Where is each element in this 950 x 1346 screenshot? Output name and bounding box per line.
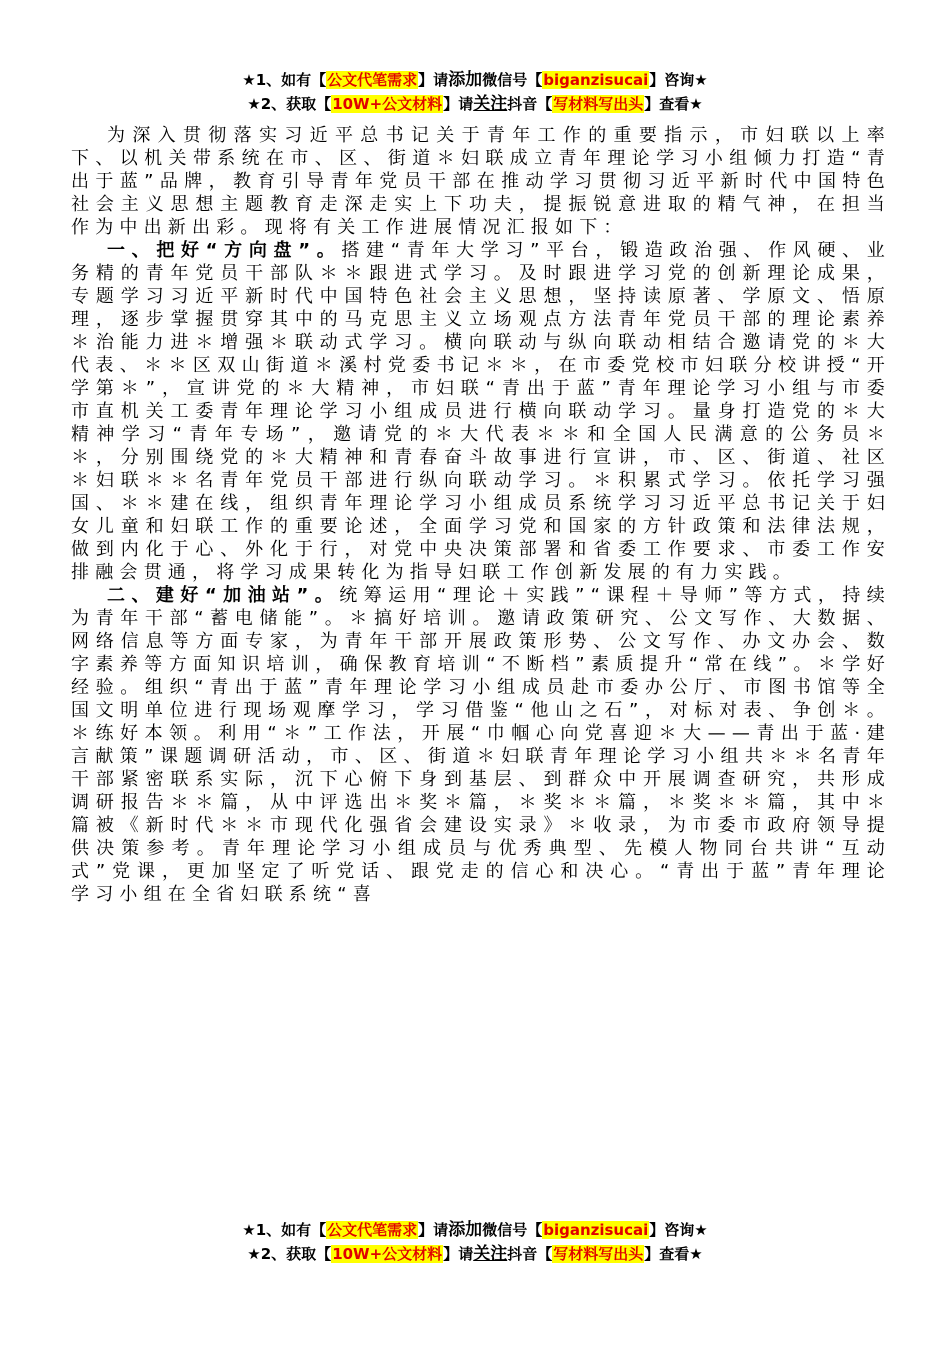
section-2-body: 统筹运用“理论＋实践”“课程＋导师”等方式，持续为青年干部“蓄电储能”。＊搞好培训。邀请政策研究、公文写作、大数据、网络信息等方面专家，为青年干部开展政策形势、公文写作、办文办会、数字素养等方面知识培训，确保教育培训“不断档”素质提升“常在线”。＊学好经验。组织“青出于蓝”青年理论学习小组成员赴市委办公厅、市图书馆等全国文明单位进行现场观摩学习，学习借鉴“他山之石”，对标对表、争创＊。＊练好本领。利用“＊”工作法，开展“巾帼心向党喜迎＊大——青出于蓝·建言献策”课题调研活动，市、区、街道＊妇联青年理论学习小组共＊＊名青年干部紧密联系实际，沉下心俯下身到基层、到群众中开展调查研究，共形成调研报告＊＊篇，从中评选出＊奖＊篇，＊奖＊＊篇，＊奖＊＊篇，其中＊篇被《新时代＊＊市现代化强省会建设实录》＊收录，为市委市政府领导提供决策参考。青年理论学习小组成员与优秀典型、先模人物同台共讲“互动式”党课，更加坚定了听党话、跟党走的信心和决心。“青出于蓝”青年理论学习小组在全省妇联系统“喜 — [71, 585, 891, 905]
highlight-service: 公文代笔需求 — [327, 71, 418, 89]
intro-paragraph: 为深入贯彻落实习近平总书记关于青年工作的重要指示，市妇联以上率下、以机关带系统在市、区、街道＊妇联成立青年理论学习小组倾力打造“青出于蓝”品牌，教育引导青年党员干部在推动学习贯彻习近平新时代中国特色社会主义思想主题教育走深走实上下功夫，提振锐意进取的精气神，在担当作为中出新出彩。现将有关工作进展情况汇报如下： — [71, 125, 891, 238]
banner-emphasis: 关注 — [473, 94, 508, 114]
banner-text: 抖音【 — [507, 1245, 553, 1263]
document-body — [71, 124, 891, 906]
banner-text: 】请 — [418, 71, 449, 89]
highlight-douyin-account: 写材料写出头 — [553, 1245, 644, 1263]
banner-emphasis: 添加 — [448, 1220, 483, 1240]
banner-bottom — [0, 1218, 950, 1266]
banner-text: 】请 — [418, 1221, 449, 1239]
banner-text: ★2、获取【 — [247, 95, 332, 113]
banner-text: 】查看★ — [644, 1245, 703, 1263]
banner-top-line-1 — [0, 68, 950, 92]
highlight-wechat-id: biganzisucai — [543, 71, 649, 89]
highlight-wechat-id: biganzisucai — [543, 1221, 649, 1239]
banner-text: 微信号【 — [482, 1221, 543, 1239]
section-2-paragraph — [71, 584, 891, 906]
highlight-douyin-account: 写材料写出头 — [553, 95, 644, 113]
section-1-body: 搭建“青年大学习”平台，锻造政治强、作风硬、业务精的青年党员干部队＊＊跟进式学习。及时跟进学习党的创新理论成果，专题学习习近平新时代中国特色社会主义思想，坚持读原著、学原文、悟原理，逐步掌握贯穿其中的马克思主义立场观点方法青年党员干部的理论素养＊治能力进＊增强＊联动式学习。横向联动与纵向联动相结合邀请党的＊大代表、＊＊区双山街道＊溪村党委书记＊＊，在市委党校市妇联分校讲授“开学第＊”，宣讲党的＊大精神，市妇联“青出于蓝”青年理论学习小组与市委市直机关工委青年理论学习小组成员进行横向联动学习。量身打造党的＊大精神学习“青年专场”，邀请党的＊大代表＊＊和全国人民满意的公务员＊＊，分别围绕党的＊大精神和青春奋斗故事进行宣讲，市、区、街道、社区＊妇联＊＊名青年党员干部进行纵向联动学习。＊积累式学习。依托学习强国、＊＊建在线，组织青年理论学习小组成员系统学习习近平总书记关于妇女儿童和妇联工作的重要论述，全面学习党和国家的方针政策和法律法规，做到内化于心、外化于行，对党中央决策部署和省委工作要求、市委工作安排融会贯通，将学习成果转化为指导妇联工作创新发展的有力实践。 — [71, 240, 891, 583]
banner-text: 】咨询★ — [649, 71, 708, 89]
banner-text: 微信号【 — [482, 71, 543, 89]
highlight-materials: 10W+公文材料 — [332, 95, 443, 113]
banner-bottom-line-2 — [0, 1242, 950, 1266]
section-1-paragraph — [71, 239, 891, 584]
banner-top — [0, 68, 950, 116]
banner-emphasis: 关注 — [473, 1244, 508, 1264]
highlight-service: 公文代笔需求 — [327, 1221, 418, 1239]
banner-emphasis: 添加 — [448, 70, 483, 90]
banner-text: 】请 — [443, 1245, 474, 1263]
banner-top-line-2 — [0, 92, 950, 116]
banner-text: 】查看★ — [644, 95, 703, 113]
banner-text: ★2、获取【 — [247, 1245, 332, 1263]
banner-text: 】请 — [443, 95, 474, 113]
banner-text: ★1、如有【 — [242, 71, 327, 89]
banner-text: 】咨询★ — [649, 1221, 708, 1239]
banner-text: 抖音【 — [507, 95, 553, 113]
banner-text: ★1、如有【 — [242, 1221, 327, 1239]
section-1-heading: 一、把好“方向盘”。 — [107, 240, 342, 261]
section-2-heading: 二、建好“加油站”。 — [107, 585, 340, 606]
highlight-materials: 10W+公文材料 — [332, 1245, 443, 1263]
banner-bottom-line-1 — [0, 1218, 950, 1242]
